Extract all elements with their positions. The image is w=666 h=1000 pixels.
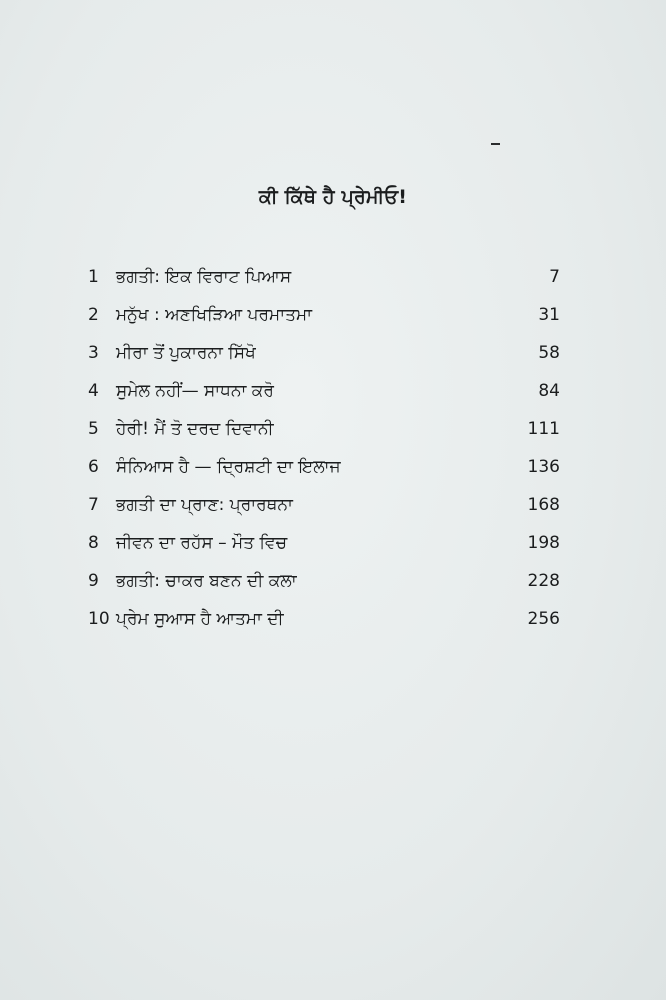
chapter-number: 6 — [88, 457, 99, 477]
chapter-number: 10 — [88, 609, 110, 629]
page-number: 31 — [538, 305, 560, 325]
table-of-contents — [88, 258, 564, 638]
chapter-title: ਸੰਨਿਆਸ ਹੈ — ਦ੍ਰਿਸ਼ਟੀ ਦਾ ਇਲਾਜ — [116, 457, 341, 477]
page-number: 168 — [527, 495, 560, 515]
toc-entry-5 — [88, 410, 564, 448]
chapter-number: 5 — [88, 419, 99, 439]
chapter-title: ਭਗਤੀ: ਚਾਕਰ ਬਣਨ ਦੀ ਕਲਾ — [116, 571, 297, 591]
toc-entry-10 — [88, 600, 564, 638]
chapter-title: ਮਨੁੱਖ : ਅਣਖਿੜਿਆ ਪਰਮਾਤਮਾ — [116, 305, 313, 325]
page-number: 136 — [527, 457, 560, 477]
chapter-number: 7 — [88, 495, 99, 515]
page-number: 256 — [527, 609, 560, 629]
page-number: 58 — [538, 343, 560, 363]
chapter-title: ਜੀਵਨ ਦਾ ਰਹੱਸ – ਮੌਤ ਵਿਚ — [116, 533, 288, 553]
toc-entry-2 — [88, 296, 564, 334]
chapter-number: 8 — [88, 533, 99, 553]
toc-entry-1 — [88, 258, 564, 296]
page-number: 198 — [527, 533, 560, 553]
chapter-title: ਮੀਰਾ ਤੋਂ ਪੁਕਾਰਨਾ ਸਿੱਖੋ — [116, 343, 256, 363]
toc-entry-6 — [88, 448, 564, 486]
page-number: 84 — [538, 381, 560, 401]
toc-entry-8 — [88, 524, 564, 562]
chapter-title: ਭਗਤੀ ਦਾ ਪ੍ਰਾਣ: ਪ੍ਰਾਰਥਨਾ — [116, 495, 293, 515]
chapter-title: ਭਗਤੀ: ਇਕ ਵਿਰਾਟ ਪਿਆਸ — [116, 267, 292, 287]
chapter-number: 1 — [88, 267, 99, 287]
toc-entry-4 — [88, 372, 564, 410]
chapter-title: ਪ੍ਰੇਮ ਸੁਆਸ ਹੈ ਆਤਮਾ ਦੀ — [116, 609, 284, 629]
chapter-number: 3 — [88, 343, 99, 363]
chapter-number: 2 — [88, 305, 99, 325]
toc-heading: ਕੀ ਕਿੱਥੇ ਹੈ ਪ੍ਰੇਮੀਓ! — [258, 186, 408, 208]
chapter-title: ਹੇਰੀ! ਮੈਂ ਤੋ ਦਰਦ ਦਿਵਾਨੀ — [116, 419, 274, 439]
chapter-number: 9 — [88, 571, 99, 591]
page-number: 111 — [527, 419, 560, 439]
toc-entry-9 — [88, 562, 564, 600]
toc-entry-3 — [88, 334, 564, 372]
page-number: 7 — [549, 267, 560, 287]
toc-entry-7 — [88, 486, 564, 524]
dash-mark — [491, 143, 500, 145]
chapter-title: ਸੁਮੇਲ ਨਹੀਂ— ਸਾਧਨਾ ਕਰੋ — [116, 381, 274, 401]
chapter-number: 4 — [88, 381, 99, 401]
page-number: 228 — [527, 571, 560, 591]
